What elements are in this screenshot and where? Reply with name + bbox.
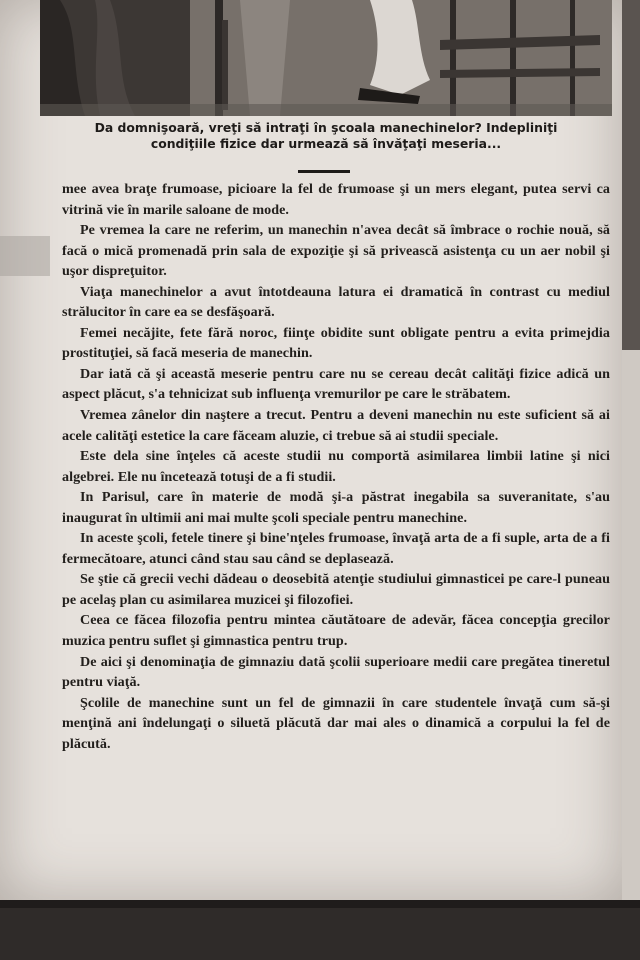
paragraph: Se ştie că grecii vechi dădeau o deosebită atenţie studiului gimnasticei pe care-l puneau pe acelaş plan cu asimilarea muzicei şi filozofiei. <box>62 571 610 608</box>
article-body <box>62 179 610 754</box>
paragraph: Dar iată că şi această meserie pentru care nu se cereau decât calităţi fizice adică un aspect plăcut, s'a tehnicizat sub influenţa vremurilor pe care le străbatem. <box>62 365 610 403</box>
caption-divider <box>298 170 350 173</box>
paragraph: Femei necăjite, fete fără noroc, fiinţe obidite sunt obligate pentru a evita primejdia prostituţiei, să facă meseria de manechin. <box>62 324 610 362</box>
paragraph: De aici şi denominaţia de gimnaziu dată şcolii superioare medii care pregătea tineretul pentru viaţă. <box>62 653 610 691</box>
paragraph: Este dela sine înţeles că aceste studii nu comportă asimilarea limbii latine şi nici algebrei. Ele nu încetează totuşi de a fi studii. <box>62 448 610 485</box>
adjacent-page-edge <box>622 350 640 910</box>
page-shadow <box>0 900 640 908</box>
photo-caption <box>40 120 612 152</box>
paragraph: Viaţa manechinelor a avut întotdeauna latura ei dramatică în contrast cu mediul strălucitor în care ea se desfăşoară. <box>62 283 610 321</box>
paragraph: In aceste şcoli, fetele tinere şi bine'nţeles frumoase, învaţă arta de a fi suple, arta de a fi fermecătoare, atunci când stau sau când se deplasează. <box>62 530 610 567</box>
caption-line-2: condiţiile fizice dar urmează să învăţaţi meseria... <box>150 136 502 151</box>
paragraph: Vremea zânelor din naştere a trecut. Pentru a deveni manechin nu este suficient să ai acele calităţi estetice la care făceam aluzie, ci trebue să ai studii speciale. <box>62 407 610 444</box>
paragraph: In Parisul, care în materie de modă şi-a păstrat inegabila sa suveranitate, s'au inaugurat în ultimii ani mai multe şcoli speciale pentru manechine. <box>62 489 610 526</box>
paper-stain <box>0 236 50 276</box>
article-photo <box>40 0 612 116</box>
paragraph: mee avea braţe frumoase, picioare la fel de frumoase şi un mers elegant, putea servi ca vitrină vie în marile saloane de mode. <box>62 181 610 218</box>
caption-line-1: Da domnişoară, vreţi să intraţi în şcoala manechinelor? Indepliniţi <box>94 120 558 135</box>
paragraph: Pe vremea la care ne referim, un manechin n'avea decât să îmbrace o rochie nouă, să facă o mică promenadă prin sala de expoziţie şi să privească asistenţa cu un aer nobil şi uşor dispreţuitor. <box>62 222 610 280</box>
background-surface <box>0 900 640 960</box>
paragraph: Şcolile de manechine sunt un fel de gimnazii în care studentele învaţă cum să-şi menţină ani îndelungaţi o siluetă plăcută dar mai ales o dinamică a corpului la fel de plăcută. <box>62 694 610 752</box>
paragraph: Ceea ce făcea filozofia pentru mintea căutătoare de adevăr, făcea concepţia grecilor muzica pentru suflet şi gimnastica pentru trup. <box>62 612 610 650</box>
background-edge <box>622 0 640 350</box>
